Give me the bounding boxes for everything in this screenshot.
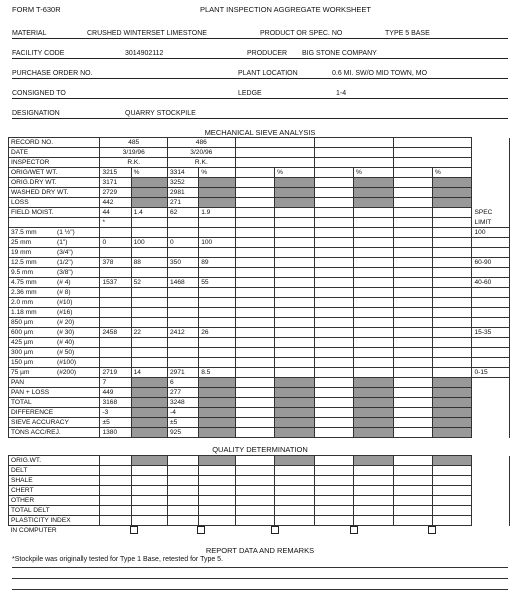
spec-limit [472, 288, 510, 298]
designation-label: DESIGNATION [12, 110, 60, 117]
producer-label: PRODUCER [247, 50, 288, 57]
spec-limit: 40-60 [472, 278, 510, 288]
sieve-value[interactable]: 26 [199, 328, 235, 338]
sieve-value[interactable]: 2412 [168, 328, 199, 338]
sieve-size-label [9, 268, 100, 278]
sieve-row [9, 248, 510, 258]
facility-label: FACILITY CODE [12, 50, 65, 57]
sieve-value[interactable]: 14 [131, 368, 167, 378]
sieve-mm: 37.5 mm [11, 229, 37, 236]
spec-limit [472, 318, 510, 328]
mech-title: MECHANICAL SIEVE ANALYSIS [204, 128, 316, 137]
sieve-row [9, 298, 510, 308]
ledge-label: LEDGE [238, 90, 262, 97]
date-1[interactable]: 3/19/96 [100, 148, 168, 158]
table-row [9, 208, 510, 218]
pct-header: % [275, 168, 314, 178]
sieve-size-label [9, 308, 100, 318]
quality-table [8, 455, 510, 535]
sieve-value[interactable] [199, 228, 235, 238]
total-label: TOTAL [9, 398, 100, 408]
acc-label: SIEVE ACCURACY [9, 418, 100, 428]
sieve-row [9, 278, 510, 288]
sieve-size-label [9, 278, 100, 288]
sieve-in: (#200) [57, 369, 77, 376]
quality-label: SHALE [9, 476, 100, 486]
sieve-value[interactable]: 89 [199, 258, 235, 268]
table-row [9, 388, 510, 398]
tons-label: TONS ACC/REJ. [9, 428, 100, 438]
sieve-row [9, 238, 510, 248]
in-computer-checkbox-1[interactable] [130, 526, 138, 534]
sieve-value[interactable] [199, 268, 235, 278]
table-row [9, 168, 510, 178]
sieve-value[interactable] [168, 358, 199, 368]
spec-limit [472, 268, 510, 278]
sieve-value[interactable] [131, 308, 167, 318]
sieve-size-label [9, 298, 100, 308]
moist-label: FIELD MOIST. [9, 208, 100, 218]
report-note[interactable]: *Stockpile was originally tested for Type 1 Base, retested for Type 5. [12, 556, 224, 563]
spec-limit: 0-15 [472, 368, 510, 378]
sieve-mm: 2.0 mm [11, 299, 33, 306]
quality-row [9, 456, 510, 466]
limit-header: LIMIT [472, 218, 510, 228]
quality-row [9, 516, 510, 526]
sieve-size-label [9, 368, 100, 378]
sieve-value[interactable] [100, 338, 131, 348]
sieve-value[interactable] [199, 248, 235, 258]
sieve-mm: 2.36 mm [11, 289, 37, 296]
sieve-value[interactable]: 100 [199, 238, 235, 248]
sieve-row [9, 348, 510, 358]
orig-wet-1[interactable]: 3215 [100, 168, 131, 178]
spec-limit [472, 348, 510, 358]
quality-row [9, 486, 510, 496]
star-mark: * [100, 218, 131, 228]
diff-2[interactable]: -4 [168, 408, 199, 418]
sieve-in: (# 20) [57, 319, 75, 326]
sieve-value[interactable]: 378 [100, 258, 131, 268]
sieve-mm: 1.18 mm [11, 309, 37, 316]
location-value[interactable]: 0.6 MI. SW/O MID TOWN, MO [332, 70, 428, 77]
sieve-value[interactable] [100, 348, 131, 358]
moist-2-pct[interactable]: 1.9 [199, 208, 235, 218]
inspector-2[interactable]: R.K. [168, 158, 236, 168]
pct-header: % [131, 168, 167, 178]
sieve-value[interactable]: 55 [199, 278, 235, 288]
sieve-size-label [9, 348, 100, 358]
table-row [9, 378, 510, 388]
spec-limit [472, 238, 510, 248]
sieve-value[interactable] [168, 228, 199, 238]
sieve-row [9, 258, 510, 268]
sieve-value[interactable]: 350 [168, 258, 199, 268]
sieve-mm: 75 µm [11, 369, 30, 376]
sieve-value[interactable] [199, 338, 235, 348]
sieve-value[interactable] [199, 298, 235, 308]
sieve-mm: 9.5 mm [11, 269, 33, 276]
sieve-value[interactable] [168, 308, 199, 318]
sieve-in: (#10) [57, 299, 73, 306]
sieve-value[interactable] [199, 348, 235, 358]
sieve-in: (# 30) [57, 329, 75, 336]
sieve-value[interactable]: 2719 [100, 368, 131, 378]
loss-label: LOSS [9, 198, 100, 208]
sieve-value[interactable] [131, 248, 167, 258]
sieve-row [9, 288, 510, 298]
date-2[interactable]: 3/20/96 [168, 148, 236, 158]
sieve-value[interactable]: 1468 [168, 278, 199, 288]
sieve-value[interactable] [100, 248, 131, 258]
pan-1[interactable]: 7 [100, 378, 131, 388]
sieve-value[interactable] [131, 298, 167, 308]
sieve-value[interactable]: 0 [100, 238, 131, 248]
sieve-value[interactable] [100, 268, 131, 278]
table-row [9, 398, 510, 408]
diff-label: DIFFERENCE [9, 408, 100, 418]
sieve-value[interactable] [100, 298, 131, 308]
pct-header: % [433, 168, 472, 178]
sieve-value[interactable] [199, 358, 235, 368]
record-2[interactable]: 486 [168, 138, 236, 148]
sieve-in: (1/2") [57, 259, 73, 266]
sieve-value[interactable] [168, 338, 199, 348]
panloss-label: PAN + LOSS [9, 388, 100, 398]
producer-value[interactable]: BIG STONE COMPANY [302, 50, 377, 57]
orig-dry-label: ORIG.DRY WT. [9, 178, 100, 188]
in-computer-label: IN COMPUTER [10, 527, 57, 534]
sieve-value[interactable] [131, 348, 167, 358]
quality-title: QUALITY DETERMINATION [212, 445, 308, 454]
quality-rows [9, 456, 510, 526]
spec-limit [472, 298, 510, 308]
field-row-po [12, 67, 508, 79]
po-label: PURCHASE ORDER NO. [12, 70, 93, 77]
pct-header: % [199, 168, 235, 178]
sieve-value[interactable] [199, 288, 235, 298]
acc-1[interactable]: ±5 [100, 418, 131, 428]
sieve-size-label [9, 328, 100, 338]
sieve-value[interactable] [168, 348, 199, 358]
in-computer-checkbox-4[interactable] [350, 526, 358, 534]
field-row-facility [12, 47, 508, 59]
sieve-value[interactable] [131, 268, 167, 278]
sieve-value[interactable] [168, 248, 199, 258]
tons-2[interactable]: 925 [168, 428, 199, 438]
sieve-value[interactable] [100, 308, 131, 318]
sieve-in: (# 8) [57, 289, 71, 296]
sieve-value[interactable]: 52 [131, 278, 167, 288]
sieve-value[interactable] [131, 358, 167, 368]
sieve-value[interactable] [100, 228, 131, 238]
sieve-size-label [9, 258, 100, 268]
sieve-mm: 150 µm [11, 359, 34, 366]
panloss-2[interactable]: 277 [168, 388, 199, 398]
sieve-row [9, 268, 510, 278]
sieve-mm: 300 µm [11, 349, 34, 356]
sieve-row [9, 318, 510, 328]
sieve-value[interactable]: 1537 [100, 278, 131, 288]
pan-label: PAN [9, 378, 100, 388]
sieve-size-label [9, 338, 100, 348]
sieve-value[interactable] [100, 318, 131, 328]
washed-1[interactable]: 2729 [100, 188, 131, 198]
loss-1[interactable]: 442 [100, 198, 131, 208]
orig-dry-2[interactable]: 3252 [168, 178, 199, 188]
in-computer-checkbox-3[interactable] [271, 526, 279, 534]
table-row [9, 148, 510, 158]
field-row-designation [12, 107, 508, 119]
spec-header: SPEC [472, 208, 510, 218]
sieve-value[interactable] [168, 318, 199, 328]
total-2[interactable]: 3248 [168, 398, 199, 408]
total-1[interactable]: 3168 [100, 398, 131, 408]
washed-label: WASHED DRY WT. [9, 188, 100, 198]
sieve-value[interactable]: 0 [168, 238, 199, 248]
field-row-consigned [12, 87, 508, 99]
spec-limit: 100 [472, 228, 510, 238]
table-row [9, 408, 510, 418]
table-row [9, 158, 510, 168]
table-row [9, 178, 510, 188]
sieve-in: (#100) [57, 359, 77, 366]
sieve-in: (# 40) [57, 339, 75, 346]
panloss-1[interactable]: 449 [100, 388, 131, 398]
orig-dry-1[interactable]: 3171 [100, 178, 131, 188]
sieve-mm: 19 mm [11, 249, 32, 256]
facility-value[interactable]: 3014902112 [125, 50, 164, 57]
sieve-in: (#16) [57, 309, 73, 316]
sieve-row [9, 338, 510, 348]
spec-limit [472, 338, 510, 348]
sieve-in: (3/8") [57, 269, 73, 276]
sieve-value[interactable] [168, 268, 199, 278]
sieve-mm: 600 µm [11, 329, 34, 336]
record-1[interactable]: 485 [100, 138, 168, 148]
table-row [9, 138, 510, 148]
material-value[interactable]: CRUSHED WINTERSET LIMESTONE [87, 30, 207, 37]
sieve-value[interactable] [131, 228, 167, 238]
spec-limit: 60-90 [472, 258, 510, 268]
sieve-mm: 4.75 mm [11, 279, 37, 286]
orig-wet-2[interactable]: 3314 [168, 168, 199, 178]
sieve-in: (3/4") [57, 249, 73, 256]
sieve-size-label [9, 318, 100, 328]
report-title: REPORT DATA AND REMARKS [205, 546, 315, 555]
tons-1[interactable]: 1380 [100, 428, 131, 438]
spec-limit [472, 358, 510, 368]
sieve-value[interactable] [199, 318, 235, 328]
sieve-mm: 25 mm [11, 239, 32, 246]
spec-limit [472, 248, 510, 258]
sieve-value[interactable]: 100 [131, 238, 167, 248]
sieve-size-label [9, 248, 100, 258]
quality-row [9, 476, 510, 486]
sieve-in: (1") [57, 239, 68, 246]
ledge-value[interactable]: 1-4 [336, 90, 347, 97]
sieve-size-label [9, 358, 100, 368]
table-row [9, 418, 510, 428]
sieve-in: (# 50) [57, 349, 75, 356]
consigned-label: CONSIGNED TO [12, 90, 66, 97]
quality-row [9, 466, 510, 476]
spec-limit [472, 308, 510, 318]
pct-header: % [354, 168, 393, 178]
quality-row [9, 506, 510, 516]
remark-line [12, 589, 508, 590]
sieve-size-label [9, 288, 100, 298]
inspector-label: INSPECTOR [9, 158, 100, 168]
sieve-value[interactable] [199, 308, 235, 318]
quality-label: CHERT [9, 486, 100, 496]
moist-1-pct[interactable]: 1.4 [131, 208, 167, 218]
loss-2[interactable]: 271 [168, 198, 199, 208]
form-number: FORM T-630R [12, 5, 61, 14]
acc-2[interactable]: ±5 [168, 418, 199, 428]
table-row [9, 188, 510, 198]
sieve-value[interactable]: 8.5 [199, 368, 235, 378]
quality-label: DELT [9, 466, 100, 476]
sieve-value[interactable] [168, 298, 199, 308]
date-label: DATE [9, 148, 100, 158]
sieve-row [9, 328, 510, 338]
table-row [9, 526, 510, 536]
spec-limit: 15-35 [472, 328, 510, 338]
quality-label: ORIG.WT. [9, 456, 100, 466]
quality-label: TOTAL DELT [9, 506, 100, 516]
table-row [9, 428, 510, 438]
sieve-in: (1 ½") [57, 229, 75, 236]
sieve-value[interactable] [100, 358, 131, 368]
pan-2[interactable]: 6 [168, 378, 199, 388]
in-computer-checkbox-2[interactable] [197, 526, 205, 534]
quality-row [9, 496, 510, 506]
record-label: RECORD NO. [9, 138, 100, 148]
sieve-value[interactable] [131, 318, 167, 328]
remark-line [12, 567, 508, 568]
orig-wet-label: ORIG/WET WT. [9, 168, 100, 178]
sieve-value[interactable] [168, 288, 199, 298]
sieve-mm: 12.5 mm [11, 259, 37, 266]
sieve-value[interactable] [100, 288, 131, 298]
sieve-rows [9, 228, 510, 378]
sieve-row [9, 228, 510, 238]
sieve-value[interactable]: 22 [131, 328, 167, 338]
quality-label: OTHER [9, 496, 100, 506]
sieve-value[interactable] [131, 338, 167, 348]
field-row-material [12, 27, 508, 39]
inspector-1[interactable]: R.K. [100, 158, 168, 168]
sieve-size-label [9, 228, 100, 238]
sieve-value[interactable] [131, 288, 167, 298]
washed-2[interactable]: 2981 [168, 188, 199, 198]
sieve-row [9, 368, 510, 378]
moist-2[interactable]: 62 [168, 208, 199, 218]
sieve-value[interactable]: 88 [131, 258, 167, 268]
designation-value[interactable]: QUARRY STOCKPILE [125, 110, 196, 117]
sieve-mm: 425 µm [11, 339, 34, 346]
mech-table [8, 137, 510, 438]
table-row [9, 218, 510, 228]
diff-1[interactable]: -3 [100, 408, 131, 418]
table-row [9, 198, 510, 208]
sieve-row [9, 358, 510, 368]
material-label: MATERIAL [12, 30, 47, 37]
remark-line [12, 578, 508, 579]
product-label: PRODUCT OR SPEC. NO [260, 30, 343, 37]
sieve-size-label [9, 238, 100, 248]
moist-1[interactable]: 44 [100, 208, 131, 218]
sieve-in: (# 4) [57, 279, 71, 286]
sieve-row [9, 308, 510, 318]
quality-label: PLASTICITY INDEX [9, 516, 100, 526]
form-title: PLANT INSPECTION AGGREGATE WORKSHEET [200, 5, 372, 14]
in-computer-checkbox-5[interactable] [428, 526, 436, 534]
sieve-value[interactable]: 2458 [100, 328, 131, 338]
location-label: PLANT LOCATION [238, 70, 298, 77]
sieve-mm: 850 µm [11, 319, 34, 326]
sieve-value[interactable]: 2971 [168, 368, 199, 378]
product-value[interactable]: TYPE 5 BASE [385, 30, 430, 37]
